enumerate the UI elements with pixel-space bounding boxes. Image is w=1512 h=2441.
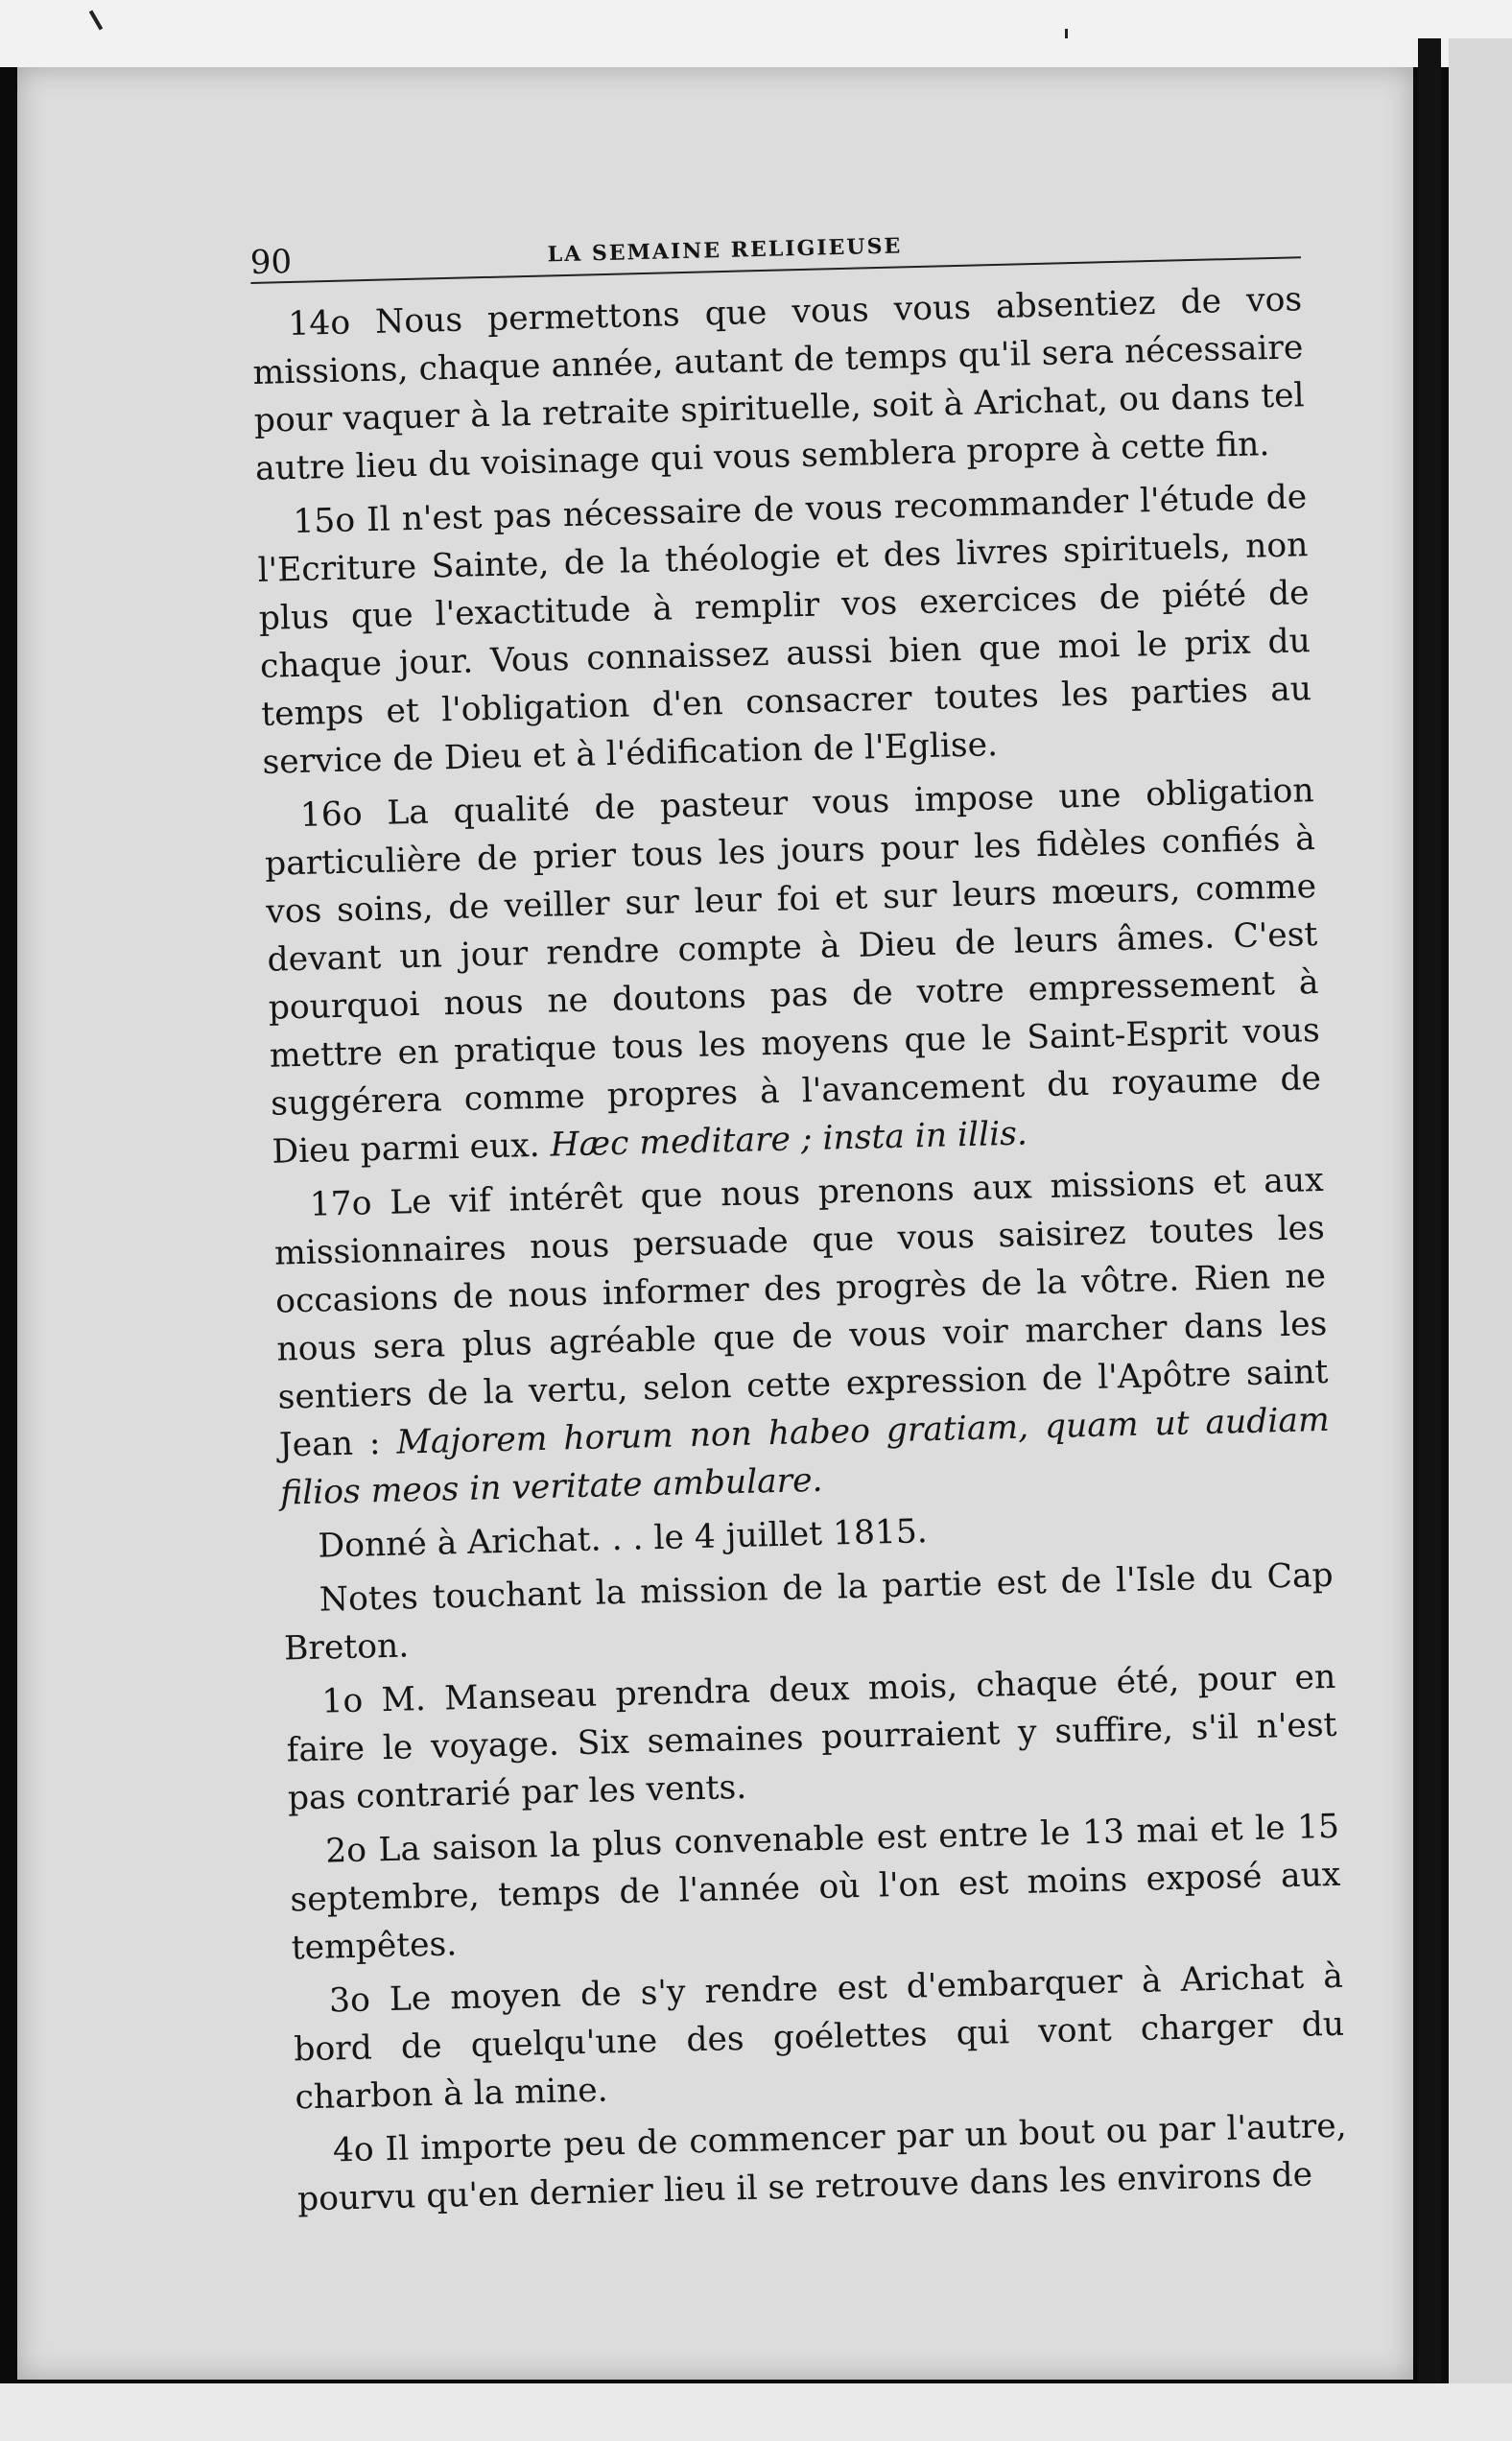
latin-quote: Majorem horum non habeo gratiam, quam ut audiam filios meos in veritate ambulare.: [279, 1400, 1331, 1513]
page-gutter: [1418, 38, 1441, 2389]
paragraph-15: 15o Il n'est pas nécessaire de vous recommander l'étude de l'Ecriture Sainte, de la théologie et des livres spirituels, non plus que l'exactitude à remplir vos exercices de piété de chaque jour. Vous connaissez aussi bien que moi le prix du temps et l'obligation d'en consacrer toutes les parties au service de Dieu et à l'édification de l'Eglise.: [257, 478, 1312, 782]
running-title: LA SEMAINE RELIGIEUSE: [547, 233, 903, 268]
note-4: 4o Il importe peu de commencer par un bout ou par l'autre, pourvu qu'en dernier lieu il se retrouve dans les environs de: [296, 2106, 1348, 2219]
note-1: 1o M. Manseau prendra deux mois, chaque été, pour en faire le voyage. Six semaines pourraient y suffire, s'il n'est pas contrarié par les vents.: [286, 1657, 1337, 1818]
page-number: 90: [249, 242, 293, 282]
note-2: 2o La saison la plus convenable est entre le 13 mai et le 15 septembre, temps de l'année où l'on est moins exposé aux tempêtes.: [290, 1807, 1341, 1968]
adjacent-page-edge: [1449, 38, 1512, 2389]
film-border-bottom: [0, 2383, 1512, 2441]
notes-heading: Notes touchant la mission de la partie est de l'Isle du Cap Breton.: [283, 1555, 1335, 1669]
latin-quote: Hæc meditare ; insta in illis.: [550, 1114, 1028, 1165]
scan-speck: [1065, 29, 1068, 38]
paragraph-16: 16o La qualité de pasteur vous impose une obligation particulière de prier tous les jours pour les fidèles confiés à vos soins, de veiller sur leur foi et sur leurs mœurs, comme devant un jour rendre compte à Dieu de leurs âmes. C'est pourquoi nous ne doutons pas de votre empressement à mettre en pratique tous les moyens que le Saint-Esprit vous suggérera comme propres à l'avancement du royaume de Dieu parmi eux. Hæc meditare ; insta in illis.: [264, 771, 1322, 1172]
paragraph-14: 14o Nous permettons que vous vous absentiez de vos missions, chaque année, autant de temps qu'il sera nécessaire pour vaquer à la retraite spirituelle, soit à Arichat, ou dans tel autre lieu du voisinage qui vous semblera propre à cette fin.: [252, 280, 1306, 488]
paragraph-17: 17o Le vif intérêt que nous prenons aux missions et aux missionnaires nous persuade que vous saisirez toutes les occasions de nous informer des progrès de la vôtre. Rien ne nous sera plus agréable que de vous voir marcher dans les sentiers de la vertu, selon cette expression de l'Apôtre saint Jean : Majorem horum non habeo gratiam, quam ut audiam filios meos in veritate ambulare.: [273, 1160, 1331, 1513]
dateline: Donné à Arichat. . . le 4 juillet 1815.: [318, 1512, 929, 1566]
page-content: [249, 204, 1349, 2229]
note-3: 3o Le moyen de s'y rendre est d'embarquer à Arichat à bord de quelqu'une des goélettes qui vont charger du charbon à la mine.: [293, 1956, 1345, 2118]
film-border-top: [0, 0, 1512, 67]
